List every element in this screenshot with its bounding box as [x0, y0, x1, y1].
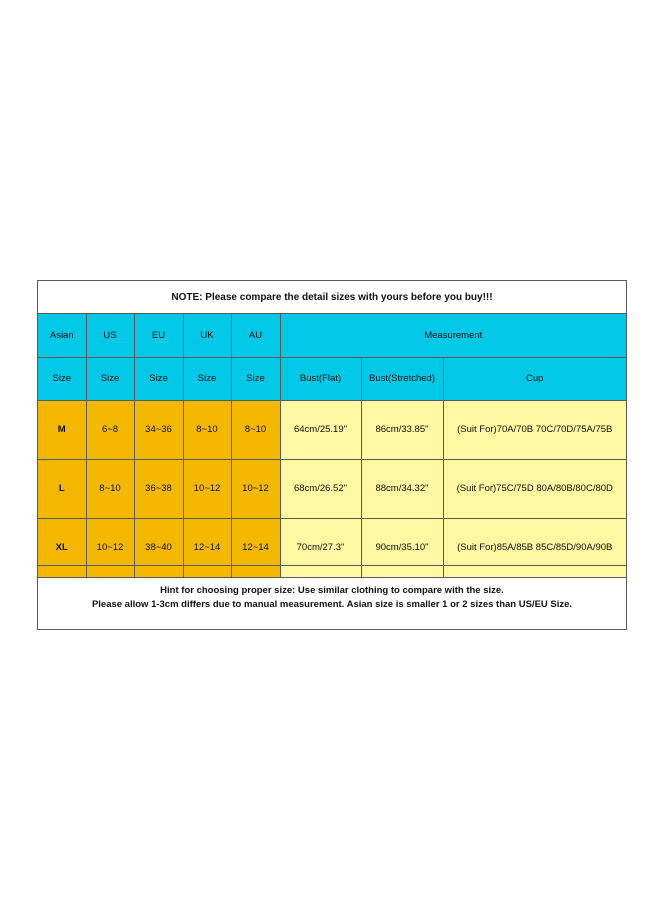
- cell-bust-stretched: 86cm/33.85": [361, 400, 443, 459]
- cell-eu: 34~36: [134, 400, 183, 459]
- header-us: US: [86, 314, 134, 357]
- cell-au: 12~14: [231, 518, 280, 577]
- header-au: AU: [231, 314, 280, 357]
- cell-bust-flat: 68cm/26.52": [280, 459, 361, 518]
- cell-eu: 36~38: [134, 459, 183, 518]
- header-bust-stretched: Bust(Stretched): [361, 357, 443, 400]
- hint-section: [38, 565, 626, 629]
- cell-uk: 10~12: [183, 459, 231, 518]
- cell-au: 10~12: [231, 459, 280, 518]
- hint-line-1: Hint for choosing proper size: Use similar clothing to compare with the size.: [160, 584, 504, 596]
- table-row: [38, 459, 626, 518]
- header-row-columns: [38, 357, 626, 400]
- header-uk: UK: [183, 314, 231, 357]
- hint-line-2: Please allow 1-3cm differs due to manual measurement. Asian size is smaller 1 or 2 sizes than US/EU Size.: [91, 598, 573, 610]
- cell-cup: (Suit For)85A/85B 85C/85D/90A/90B: [443, 518, 626, 577]
- header-row-regions: [38, 314, 626, 357]
- header-eu-size: Size: [134, 357, 183, 400]
- cell-uk: 12~14: [183, 518, 231, 577]
- cell-bust-flat: 64cm/25.19": [280, 400, 361, 459]
- cell-us: 10~12: [86, 518, 134, 577]
- table-row: [38, 400, 626, 459]
- header-cup: Cup: [443, 357, 626, 400]
- cell-asian: L: [38, 459, 86, 518]
- cell-us: 8~10: [86, 459, 134, 518]
- cell-asian: M: [38, 400, 86, 459]
- cell-bust-stretched: 88cm/34.32": [361, 459, 443, 518]
- note-heading: NOTE: Please compare the detail sizes with yours before you buy!!!: [38, 281, 626, 314]
- cell-cup: (Suit For)70A/70B 70C/70D/75A/75B: [443, 400, 626, 459]
- header-asian: Asian: [38, 314, 86, 357]
- cell-uk: 8~10: [183, 400, 231, 459]
- header-measurement: Measurement: [280, 314, 626, 357]
- header-uk-size: Size: [183, 357, 231, 400]
- cell-bust-stretched: 90cm/35.10": [361, 518, 443, 577]
- header-eu: EU: [134, 314, 183, 357]
- header-au-size: Size: [231, 357, 280, 400]
- cell-bust-flat: 70cm/27.3": [280, 518, 361, 577]
- size-table: [38, 314, 626, 578]
- header-asian-size: Size: [38, 357, 86, 400]
- cell-au: 8~10: [231, 400, 280, 459]
- cell-eu: 38~40: [134, 518, 183, 577]
- header-us-size: Size: [86, 357, 134, 400]
- cell-us: 6~8: [86, 400, 134, 459]
- size-chart: [37, 280, 627, 630]
- header-bust-flat: Bust(Flat): [280, 357, 361, 400]
- cell-cup: (Suit For)75C/75D 80A/80B/80C/80D: [443, 459, 626, 518]
- cell-asian: XL: [38, 518, 86, 577]
